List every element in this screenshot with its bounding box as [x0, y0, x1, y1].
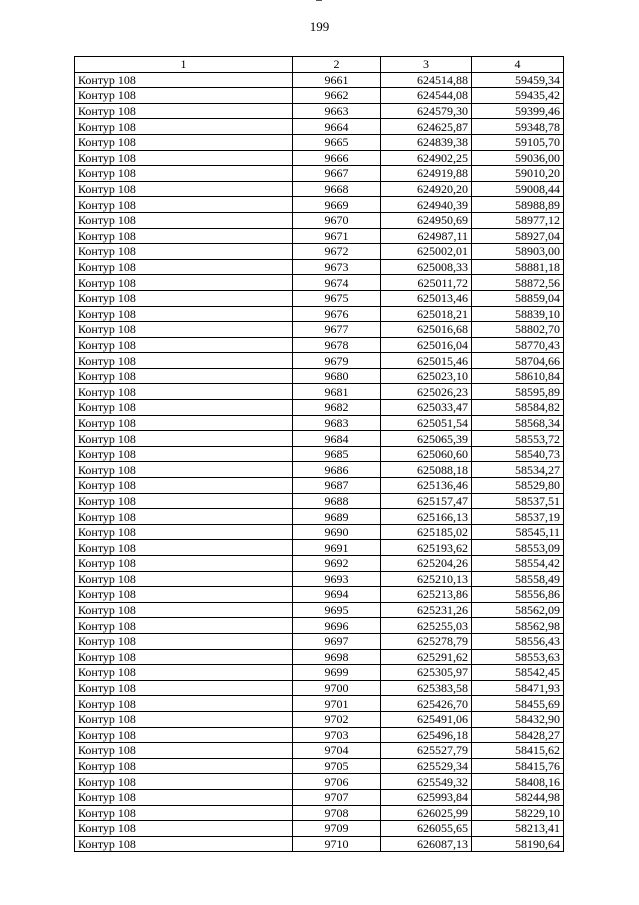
coordinate-x-cell: 626055,65: [381, 821, 472, 837]
contour-name-cell: Контур 108: [75, 103, 293, 119]
table-row: [75, 618, 564, 634]
point-number-cell: 9670: [293, 212, 381, 228]
coordinate-x-cell: 625193,62: [381, 540, 472, 556]
coordinate-y-cell: 58537,19: [472, 509, 564, 525]
coordinate-x-cell: 625018,21: [381, 306, 472, 322]
coordinate-x-cell: 625026,23: [381, 384, 472, 400]
contour-name-cell: Контур 108: [75, 571, 293, 587]
coordinate-y-cell: 59435,42: [472, 88, 564, 104]
point-number-cell: 9687: [293, 478, 381, 494]
table-row: [75, 571, 564, 587]
contour-name-cell: Контур 108: [75, 524, 293, 540]
point-number-cell: 9709: [293, 821, 381, 837]
coordinate-y-cell: 58568,34: [472, 415, 564, 431]
point-number-cell: 9667: [293, 166, 381, 182]
coordinate-y-cell: 58244,98: [472, 789, 564, 805]
coordinate-y-cell: 59105,70: [472, 134, 564, 150]
point-number-cell: 9704: [293, 743, 381, 759]
coordinate-x-cell: 624919,88: [381, 166, 472, 182]
point-number-cell: 9671: [293, 228, 381, 244]
coordinate-y-cell: 58556,43: [472, 633, 564, 649]
point-number-cell: 9707: [293, 789, 381, 805]
point-number-cell: 9701: [293, 696, 381, 712]
coordinate-x-cell: 625383,58: [381, 680, 472, 696]
point-number-cell: 9679: [293, 353, 381, 369]
coordinate-x-cell: 625166,13: [381, 509, 472, 525]
coordinate-x-cell: 625060,60: [381, 446, 472, 462]
contour-name-cell: Контур 108: [75, 665, 293, 681]
point-number-cell: 9696: [293, 618, 381, 634]
contour-name-cell: Контур 108: [75, 805, 293, 821]
point-number-cell: 9674: [293, 275, 381, 291]
point-number-cell: 9705: [293, 758, 381, 774]
column-header-1: 1: [75, 57, 293, 73]
point-number-cell: 9683: [293, 415, 381, 431]
coordinate-x-cell: 625015,46: [381, 353, 472, 369]
coordinate-y-cell: 58558,49: [472, 571, 564, 587]
coordinate-x-cell: 625185,02: [381, 524, 472, 540]
coordinate-y-cell: 58432,90: [472, 711, 564, 727]
table-row: [75, 415, 564, 431]
coordinate-y-cell: 58455,69: [472, 696, 564, 712]
contour-name-cell: Контур 108: [75, 711, 293, 727]
table-row: [75, 524, 564, 540]
point-number-cell: 9697: [293, 633, 381, 649]
table-row: [75, 540, 564, 556]
table-row: [75, 88, 564, 104]
point-number-cell: 9703: [293, 727, 381, 743]
table-row: [75, 509, 564, 525]
coordinate-x-cell: 624950,69: [381, 212, 472, 228]
coordinate-x-cell: 625255,03: [381, 618, 472, 634]
coordinate-y-cell: 59010,20: [472, 166, 564, 182]
contour-name-cell: Контур 108: [75, 774, 293, 790]
point-number-cell: 9684: [293, 431, 381, 447]
coordinate-x-cell: 624902,25: [381, 150, 472, 166]
contour-name-cell: Контур 108: [75, 181, 293, 197]
table-row: [75, 587, 564, 603]
point-number-cell: 9700: [293, 680, 381, 696]
table-row: [75, 259, 564, 275]
table-row: [75, 134, 564, 150]
point-number-cell: 9694: [293, 587, 381, 603]
coordinate-y-cell: 58859,04: [472, 290, 564, 306]
contour-name-cell: Контур 108: [75, 649, 293, 665]
coordinate-x-cell: 625011,72: [381, 275, 472, 291]
coordinate-x-cell: 624987,11: [381, 228, 472, 244]
coordinate-x-cell: 625136,46: [381, 478, 472, 494]
contour-name-cell: Контур 108: [75, 633, 293, 649]
point-number-cell: 9682: [293, 400, 381, 416]
point-number-cell: 9662: [293, 88, 381, 104]
table-row: [75, 680, 564, 696]
coordinate-y-cell: 58408,16: [472, 774, 564, 790]
coordinate-x-cell: 625204,26: [381, 556, 472, 572]
coordinate-x-cell: 625016,04: [381, 337, 472, 353]
point-number-cell: 9692: [293, 556, 381, 572]
contour-name-cell: Контур 108: [75, 119, 293, 135]
coordinate-x-cell: 625157,47: [381, 493, 472, 509]
coordinate-x-cell: 625426,70: [381, 696, 472, 712]
point-number-cell: 9689: [293, 509, 381, 525]
table-row: [75, 743, 564, 759]
contour-name-cell: Контур 108: [75, 478, 293, 494]
table-row: [75, 696, 564, 712]
table-row: [75, 633, 564, 649]
table-row: [75, 166, 564, 182]
contour-name-cell: Контур 108: [75, 462, 293, 478]
coordinate-y-cell: 58839,10: [472, 306, 564, 322]
point-number-cell: 9699: [293, 665, 381, 681]
coordinate-x-cell: 625278,79: [381, 633, 472, 649]
table-row: [75, 384, 564, 400]
contour-name-cell: Контур 108: [75, 836, 293, 852]
coordinate-y-cell: 58881,18: [472, 259, 564, 275]
contour-name-cell: Контур 108: [75, 446, 293, 462]
contour-name-cell: Контур 108: [75, 259, 293, 275]
table-row: [75, 322, 564, 338]
contour-name-cell: Контур 108: [75, 275, 293, 291]
coordinate-y-cell: 58704,66: [472, 353, 564, 369]
contour-name-cell: Контур 108: [75, 88, 293, 104]
contour-name-cell: Контур 108: [75, 618, 293, 634]
table-row: [75, 306, 564, 322]
column-header-3: 3: [381, 57, 472, 73]
point-number-cell: 9686: [293, 462, 381, 478]
coordinate-y-cell: 58595,89: [472, 384, 564, 400]
coordinate-y-cell: 58190,64: [472, 836, 564, 852]
table-row: [75, 368, 564, 384]
page-number: 199: [309, 19, 330, 34]
coordinate-x-cell: 624839,38: [381, 134, 472, 150]
contour-name-cell: Контур 108: [75, 556, 293, 572]
coordinate-y-cell: 58534,27: [472, 462, 564, 478]
contour-name-cell: Контур 108: [75, 337, 293, 353]
coordinate-y-cell: 58562,09: [472, 602, 564, 618]
coordinate-x-cell: 626087,13: [381, 836, 472, 852]
contour-name-cell: Контур 108: [75, 150, 293, 166]
table-row: [75, 462, 564, 478]
table-row: [75, 337, 564, 353]
point-number-cell: 9661: [293, 72, 381, 88]
table-row: [75, 275, 564, 291]
table-row: [75, 556, 564, 572]
coordinate-x-cell: 626025,99: [381, 805, 472, 821]
table-row: [75, 805, 564, 821]
coordinate-x-cell: 625016,68: [381, 322, 472, 338]
point-number-cell: 9675: [293, 290, 381, 306]
coordinate-x-cell: 625088,18: [381, 462, 472, 478]
coordinate-y-cell: 58229,10: [472, 805, 564, 821]
table-row: [75, 602, 564, 618]
table-row: [75, 353, 564, 369]
table-row: [75, 758, 564, 774]
contour-name-cell: Контур 108: [75, 431, 293, 447]
contour-name-cell: Контур 108: [75, 743, 293, 759]
coordinate-x-cell: 625993,84: [381, 789, 472, 805]
table-row: [75, 119, 564, 135]
coordinate-x-cell: 624920,20: [381, 181, 472, 197]
coordinate-x-cell: 624579,30: [381, 103, 472, 119]
contour-name-cell: Контур 108: [75, 166, 293, 182]
column-header-2: 2: [293, 57, 381, 73]
coordinate-x-cell: 625496,18: [381, 727, 472, 743]
coordinates-table: [74, 56, 564, 852]
coordinate-x-cell: 625549,32: [381, 774, 472, 790]
contour-name-cell: Контур 108: [75, 322, 293, 338]
coordinate-x-cell: 625213,86: [381, 587, 472, 603]
contour-name-cell: Контур 108: [75, 587, 293, 603]
table-body: [75, 72, 564, 852]
coordinate-y-cell: 58545,11: [472, 524, 564, 540]
point-number-cell: 9663: [293, 103, 381, 119]
table-row: [75, 493, 564, 509]
contour-name-cell: Контур 108: [75, 602, 293, 618]
point-number-cell: 9698: [293, 649, 381, 665]
coordinate-y-cell: 58556,86: [472, 587, 564, 603]
contour-name-cell: Контур 108: [75, 727, 293, 743]
point-number-cell: 9678: [293, 337, 381, 353]
contour-name-cell: Контур 108: [75, 680, 293, 696]
coordinate-y-cell: 58553,72: [472, 431, 564, 447]
point-number-cell: 9690: [293, 524, 381, 540]
table-row: [75, 228, 564, 244]
coordinate-y-cell: 58471,93: [472, 680, 564, 696]
coordinate-y-cell: 59036,00: [472, 150, 564, 166]
coordinate-y-cell: 58553,63: [472, 649, 564, 665]
table-row: [75, 727, 564, 743]
coordinate-y-cell: 59399,46: [472, 103, 564, 119]
contour-name-cell: Контур 108: [75, 368, 293, 384]
table-row: [75, 478, 564, 494]
coordinate-y-cell: 58872,56: [472, 275, 564, 291]
table-row: [75, 446, 564, 462]
contour-name-cell: Контур 108: [75, 415, 293, 431]
contour-name-cell: Контур 108: [75, 212, 293, 228]
contour-name-cell: Контур 108: [75, 290, 293, 306]
coordinate-y-cell: 58610,84: [472, 368, 564, 384]
point-number-cell: 9672: [293, 244, 381, 260]
contour-name-cell: Контур 108: [75, 306, 293, 322]
coordinate-x-cell: 624625,87: [381, 119, 472, 135]
coordinate-y-cell: 58537,51: [472, 493, 564, 509]
contour-name-cell: Контур 108: [75, 821, 293, 837]
contour-name-cell: Контур 108: [75, 228, 293, 244]
coordinate-x-cell: 624544,08: [381, 88, 472, 104]
header-row: [75, 57, 564, 73]
point-number-cell: 9676: [293, 306, 381, 322]
coordinate-x-cell: 625291,62: [381, 649, 472, 665]
point-number-cell: 9668: [293, 181, 381, 197]
coordinate-x-cell: 625023,10: [381, 368, 472, 384]
coordinate-y-cell: 59459,34: [472, 72, 564, 88]
point-number-cell: 9673: [293, 259, 381, 275]
coordinate-x-cell: 624514,88: [381, 72, 472, 88]
page-top-mark: [316, 0, 322, 1]
point-number-cell: 9664: [293, 119, 381, 135]
table-row: [75, 150, 564, 166]
contour-name-cell: Контур 108: [75, 197, 293, 213]
table-row: [75, 665, 564, 681]
coordinate-y-cell: 58927,04: [472, 228, 564, 244]
coordinate-x-cell: 625033,47: [381, 400, 472, 416]
contour-name-cell: Контур 108: [75, 384, 293, 400]
point-number-cell: 9669: [293, 197, 381, 213]
point-number-cell: 9693: [293, 571, 381, 587]
table-row: [75, 649, 564, 665]
contour-name-cell: Контур 108: [75, 789, 293, 805]
point-number-cell: 9695: [293, 602, 381, 618]
point-number-cell: 9681: [293, 384, 381, 400]
point-number-cell: 9666: [293, 150, 381, 166]
coordinate-x-cell: 625231,26: [381, 602, 472, 618]
table-row: [75, 181, 564, 197]
coordinate-y-cell: 58415,76: [472, 758, 564, 774]
coordinate-y-cell: 58415,62: [472, 743, 564, 759]
contour-name-cell: Контур 108: [75, 72, 293, 88]
point-number-cell: 9691: [293, 540, 381, 556]
coordinate-x-cell: 625013,46: [381, 290, 472, 306]
table-row: [75, 836, 564, 852]
table-row: [75, 244, 564, 260]
coordinate-y-cell: 58584,82: [472, 400, 564, 416]
table-row: [75, 197, 564, 213]
point-number-cell: 9710: [293, 836, 381, 852]
table-row: [75, 789, 564, 805]
coordinate-x-cell: 625527,79: [381, 743, 472, 759]
point-number-cell: 9702: [293, 711, 381, 727]
coordinate-x-cell: 625065,39: [381, 431, 472, 447]
contour-name-cell: Контур 108: [75, 493, 293, 509]
coordinate-y-cell: 59348,78: [472, 119, 564, 135]
table-row: [75, 400, 564, 416]
contour-name-cell: Контур 108: [75, 134, 293, 150]
contour-name-cell: Контур 108: [75, 400, 293, 416]
table-row: [75, 774, 564, 790]
contour-name-cell: Контур 108: [75, 244, 293, 260]
table-header: [75, 57, 564, 73]
contour-name-cell: Контур 108: [75, 540, 293, 556]
coordinate-x-cell: 625210,13: [381, 571, 472, 587]
coordinate-y-cell: 58554,42: [472, 556, 564, 572]
coordinate-y-cell: 58562,98: [472, 618, 564, 634]
coordinate-y-cell: 58988,89: [472, 197, 564, 213]
coordinate-y-cell: 58802,70: [472, 322, 564, 338]
point-number-cell: 9680: [293, 368, 381, 384]
point-number-cell: 9665: [293, 134, 381, 150]
coordinate-x-cell: 625002,01: [381, 244, 472, 260]
column-header-4: 4: [472, 57, 564, 73]
contour-name-cell: Контур 108: [75, 353, 293, 369]
coordinate-x-cell: 625305,97: [381, 665, 472, 681]
point-number-cell: 9677: [293, 322, 381, 338]
point-number-cell: 9708: [293, 805, 381, 821]
point-number-cell: 9685: [293, 446, 381, 462]
coordinate-y-cell: 58529,80: [472, 478, 564, 494]
coordinate-y-cell: 58903,00: [472, 244, 564, 260]
coordinate-y-cell: 58428,27: [472, 727, 564, 743]
coordinate-y-cell: 58540,73: [472, 446, 564, 462]
coordinate-x-cell: 625008,33: [381, 259, 472, 275]
contour-name-cell: Контур 108: [75, 509, 293, 525]
table-row: [75, 103, 564, 119]
table-row: [75, 72, 564, 88]
coordinate-y-cell: 59008,44: [472, 181, 564, 197]
point-number-cell: 9688: [293, 493, 381, 509]
table-row: [75, 821, 564, 837]
coordinate-x-cell: 625529,34: [381, 758, 472, 774]
coordinate-y-cell: 58213,41: [472, 821, 564, 837]
table-row: [75, 290, 564, 306]
coordinate-x-cell: 625051,54: [381, 415, 472, 431]
coordinate-y-cell: 58770,43: [472, 337, 564, 353]
coordinate-x-cell: 624940,39: [381, 197, 472, 213]
point-number-cell: 9706: [293, 774, 381, 790]
coordinate-y-cell: 58553,09: [472, 540, 564, 556]
table-row: [75, 431, 564, 447]
table-row: [75, 711, 564, 727]
coordinate-y-cell: 58542,45: [472, 665, 564, 681]
table-row: [75, 212, 564, 228]
coordinate-y-cell: 58977,12: [472, 212, 564, 228]
contour-name-cell: Контур 108: [75, 758, 293, 774]
coordinate-x-cell: 625491,06: [381, 711, 472, 727]
contour-name-cell: Контур 108: [75, 696, 293, 712]
